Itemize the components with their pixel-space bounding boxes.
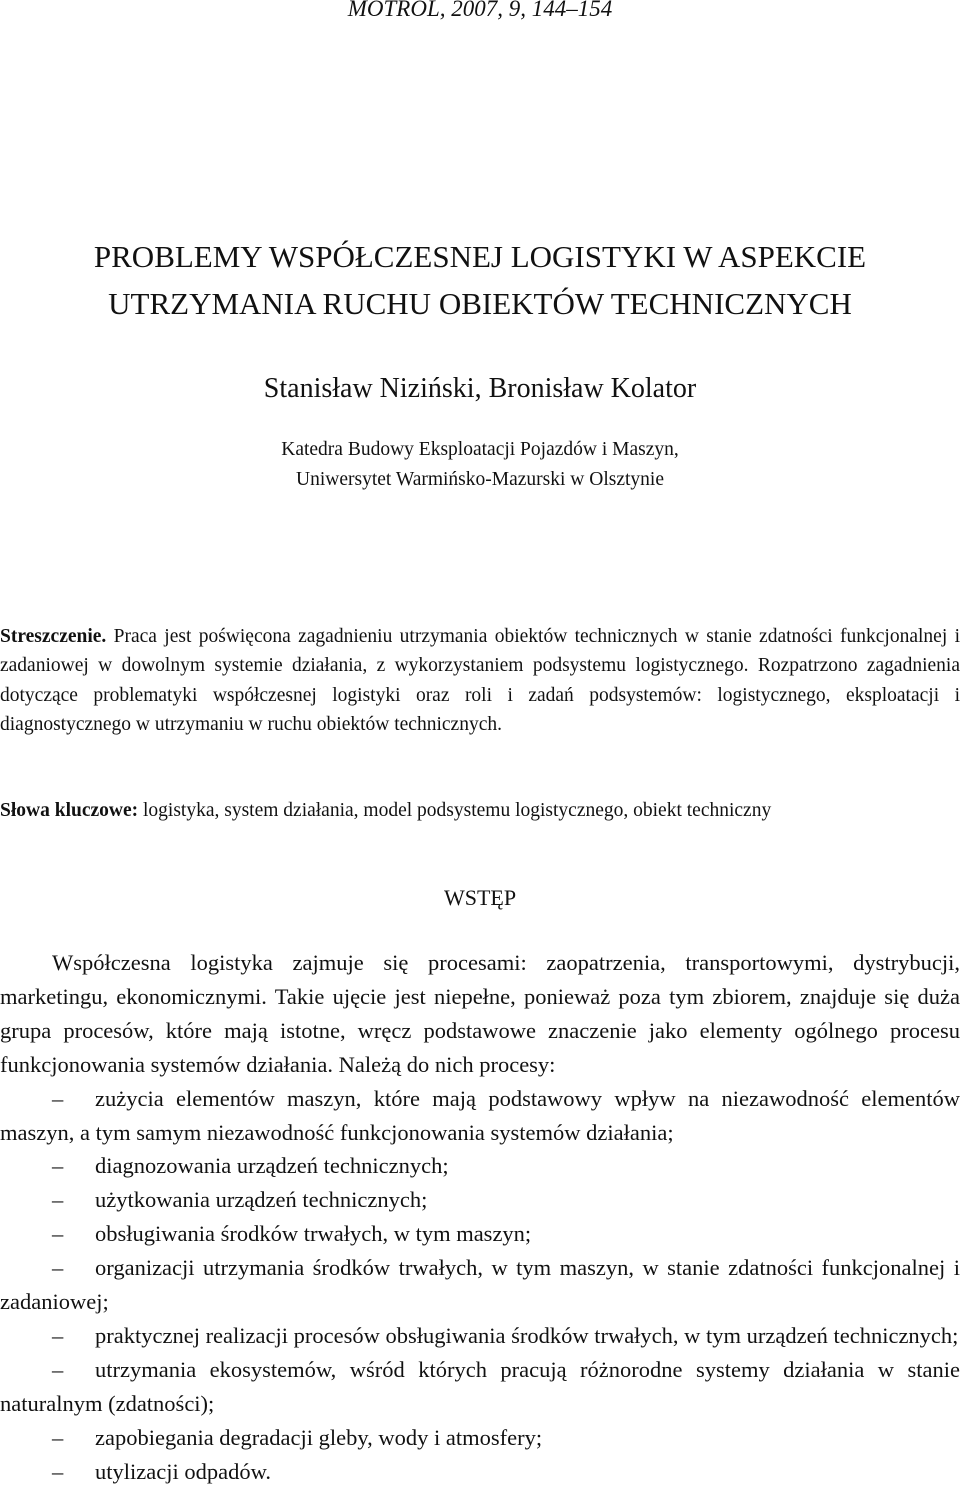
keywords-text: logistyka, system działania, model podsystemu logistycznego, obiekt techniczny xyxy=(143,800,772,821)
section-heading: WSTĘP xyxy=(443,885,517,910)
abstract xyxy=(0,622,960,739)
abstract-label: Streszczenie. xyxy=(0,626,107,647)
list-item xyxy=(0,1149,960,1183)
list-item xyxy=(0,1455,960,1489)
dash-bullet: – xyxy=(52,1255,64,1281)
dash-bullet: – xyxy=(52,1322,64,1348)
list-item xyxy=(0,1353,960,1421)
paper-authors: Stanisław Niziński, Bronisław Kolator xyxy=(263,373,697,404)
section-body xyxy=(0,946,960,1489)
list-item-text: utrzymania ekosystemów, wśród których pracują różnorodne systemy działania w stanie naturalnym (zdatności); xyxy=(0,1356,960,1416)
keywords xyxy=(0,796,960,826)
intro-paragraph: Współczesna logistyka zajmuje się procesami: zaopatrzenia, transportowymi, dystrybucji, marketingu, ekonomicznymi. Takie ujęcie jest niepełne, ponieważ poza tym zbiorem, znajduje się duża grupa procesów, które mają istotne, wręcz podstawowe znaczenie jako elementy ogólnego procesu funkcjonowania systemów działania. Należą do nich procesy: xyxy=(0,950,960,1077)
list-item xyxy=(0,1251,960,1319)
paper-title xyxy=(0,233,960,327)
list-item-text: praktycznej realizacji procesów obsługiwania środków trwałych, w tym urządzeń technicznych; xyxy=(95,1322,959,1348)
list-item-text: użytkowania urządzeń technicznych; xyxy=(95,1187,428,1213)
process-list xyxy=(0,1082,960,1489)
paper-title-line-1: PROBLEMY WSPÓŁCZESNEJ LOGISTYKI W ASPEKCIE xyxy=(93,239,867,274)
list-item-text: obsługiwania środków trwałych, w tym maszyn; xyxy=(95,1221,532,1247)
dash-bullet: – xyxy=(52,1424,64,1450)
list-item-text: zapobiegania degradacji gleby, wody i atmosfery; xyxy=(95,1424,543,1450)
paper-title-line-2: UTRZYMANIA RUCHU OBIEKTÓW TECHNICZNYCH xyxy=(108,286,852,321)
list-item xyxy=(0,1421,960,1455)
dash-bullet: – xyxy=(52,1187,64,1213)
author-affiliation xyxy=(0,435,960,495)
list-item xyxy=(0,1183,960,1217)
list-item-text: zużycia elementów maszyn, które mają podstawowy wpływ na niezawodność elementów maszyn, a tym samym niezawodność funkcjonowania systemów działania; xyxy=(0,1085,960,1145)
affiliation-line-2: Uniwersytet Warmińsko-Mazurski w Olsztynie xyxy=(296,469,664,490)
dash-bullet: – xyxy=(52,1153,64,1179)
abstract-text: Praca jest poświęcona zagadnieniu utrzymania obiektów technicznych w stanie zdatności funkcjonalnej i zadaniowej w dowolnym systemie działania, z wykorzystaniem podsystemu logistycznego. Rozpatrzono zagadnienia dotyczące problematyki współczesnej logistyki oraz roli i zadań podsystemów: logistycznego, eksploatacji i diagnostycznego w utrzymaniu w ruchu obiektów technicznych. xyxy=(0,626,960,735)
list-item-text: utylizacji odpadów. xyxy=(95,1458,271,1484)
list-item-text: diagnozowania urządzeń technicznych; xyxy=(95,1153,449,1179)
affiliation-line-1: Katedra Budowy Eksploatacji Pojazdów i Maszyn, xyxy=(281,439,679,460)
dash-bullet: – xyxy=(52,1458,64,1484)
list-item xyxy=(0,1082,960,1150)
list-item-text: organizacji utrzymania środków trwałych, w tym maszyn, w stanie zdatności funkcjonalnej i zadaniowej; xyxy=(0,1255,960,1315)
list-item xyxy=(0,1217,960,1251)
dash-bullet: – xyxy=(52,1085,64,1111)
keywords-label: Słowa kluczowe: xyxy=(0,800,139,821)
journal-citation: MOTROL, 2007, 9, 144–154 xyxy=(347,0,613,21)
list-item xyxy=(0,1319,960,1353)
dash-bullet: – xyxy=(52,1356,64,1382)
dash-bullet: – xyxy=(52,1221,64,1247)
